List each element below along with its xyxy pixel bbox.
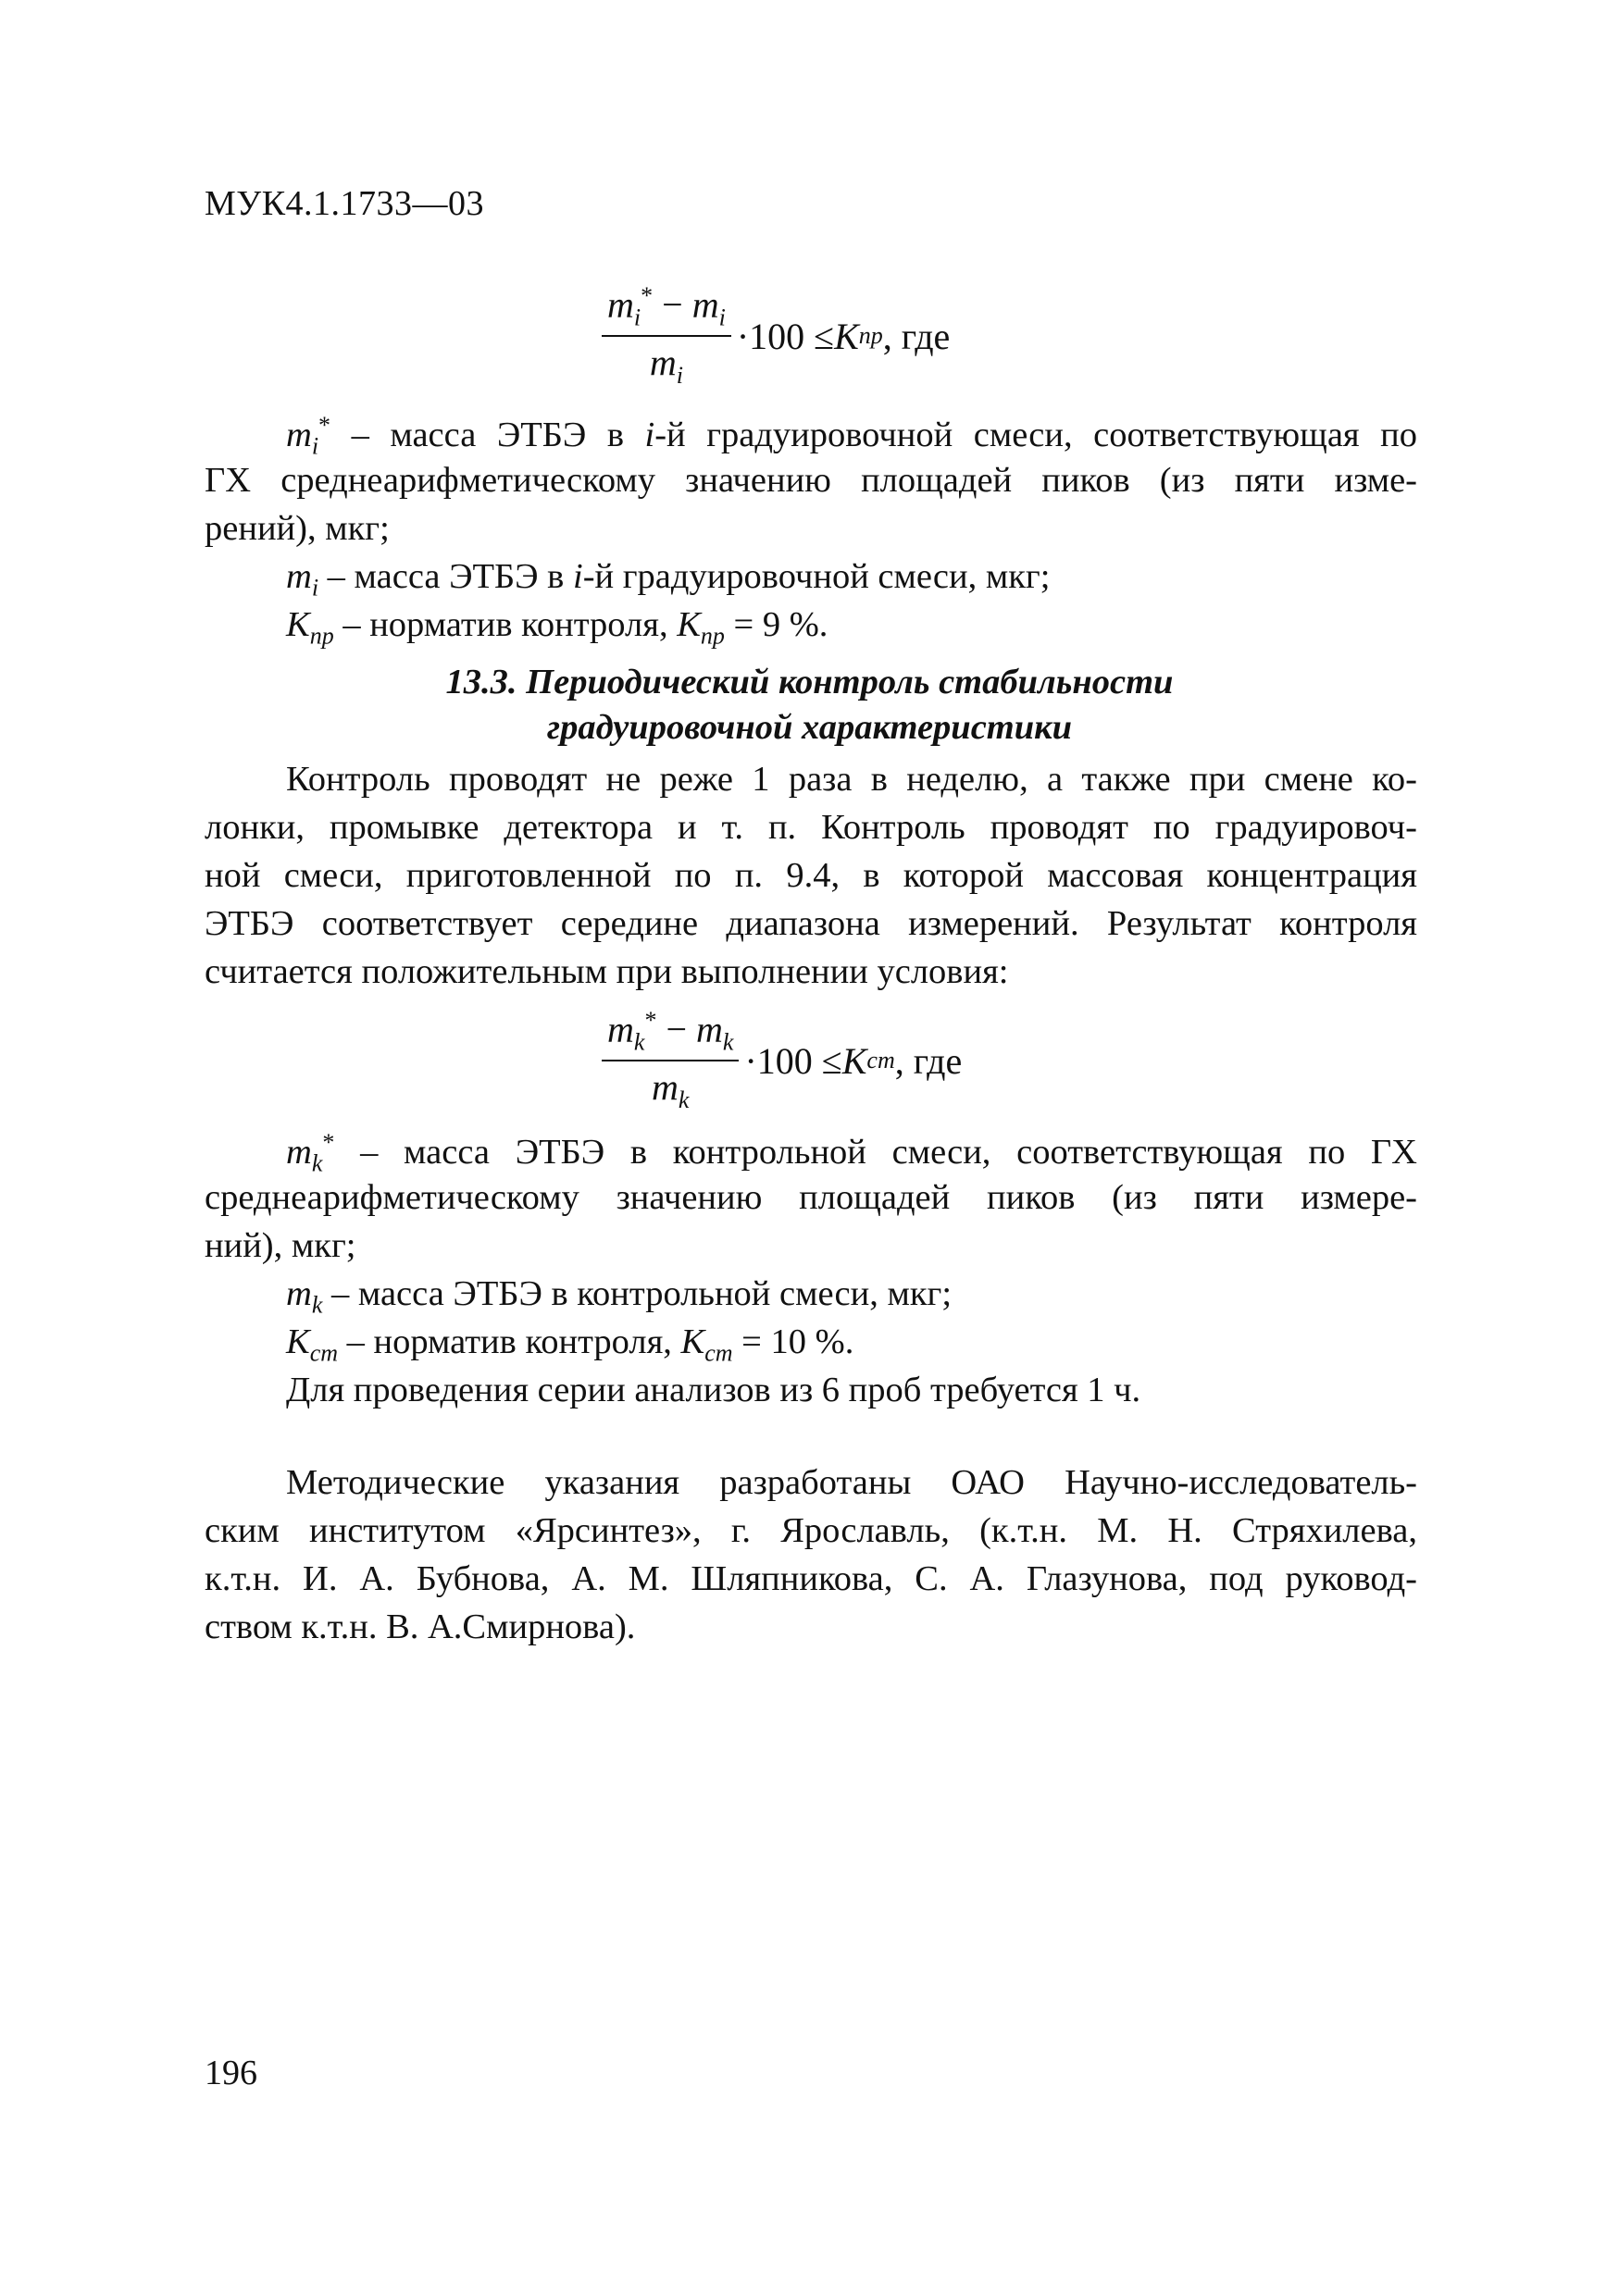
sub-np: np <box>309 622 334 650</box>
var-m: m <box>286 557 312 596</box>
var-i: i <box>644 415 655 454</box>
paragraph-text: Контроль проводят не реже 1 раза в неделю, а также при смене ко- <box>286 760 1417 799</box>
def-value: = 10 %. <box>732 1322 854 1361</box>
paragraph-line-1 <box>205 759 1417 800</box>
definition-mi-star-line3: рений), мкг; <box>205 509 390 548</box>
sub-i: i <box>633 304 641 331</box>
formula-numerator <box>602 1007 739 1061</box>
sup-star: * <box>641 282 654 309</box>
sub-k: k <box>678 1086 690 1114</box>
sub-i: i <box>311 574 319 602</box>
sub-k: k <box>311 1149 323 1177</box>
paragraph-line-5: считается положительным при выполнении условия: <box>205 952 1009 991</box>
formula-fraction <box>602 1007 739 1114</box>
def-text: – масса ЭТБЭ в <box>330 415 645 454</box>
var-m: m <box>649 341 677 384</box>
var-m: m <box>607 1008 634 1050</box>
sup-star: * <box>322 1129 335 1156</box>
var-m: m <box>286 1274 312 1313</box>
sub-i: i <box>718 304 726 331</box>
credits-line-4: ством к.т.н. В. А.Смирнова). <box>205 1607 636 1646</box>
credits-line-1 <box>205 1462 1417 1503</box>
var-k: K <box>834 315 859 357</box>
formula-calibration-check <box>602 282 950 390</box>
formula-fraction <box>602 282 731 390</box>
formula-denominator <box>652 1061 689 1114</box>
definition-knp <box>286 604 828 651</box>
def-text: – норматив контроля, <box>333 605 678 644</box>
var-m: m <box>286 415 312 454</box>
section-heading-line2: градуировочной характеристики <box>546 708 1073 747</box>
formula-tail: , где <box>882 315 951 357</box>
var-k: K <box>286 605 310 644</box>
sub-k: k <box>722 1028 734 1056</box>
var-k: K <box>841 1039 867 1082</box>
minus-sign: − <box>656 1008 696 1050</box>
paragraph-line-2: лонки, промывке детектора и т. п. Контроль проводят по градуировоч- <box>205 808 1417 847</box>
var-m: m <box>652 1066 679 1109</box>
credits-line-3: к.т.н. И. А. Бубнова, А. М. Шляпникова, С. А. Глазунова, под руковод- <box>205 1559 1417 1598</box>
var-k: K <box>286 1322 310 1361</box>
sup-star: * <box>644 1007 657 1034</box>
definition-mk <box>286 1273 952 1320</box>
minus-sign: − <box>653 283 692 326</box>
paragraph-line-4: ЭТБЭ соответствует середине диапазона измерений. Результат контроля <box>205 904 1417 943</box>
sub-cm: cm <box>309 1339 339 1367</box>
sub-i: i <box>311 432 319 460</box>
definition-kcm <box>286 1322 853 1368</box>
analysis-time-note: Для проведения серии анализов из 6 проб требуется 1 ч. <box>286 1371 1141 1409</box>
definition-mi <box>286 556 1050 602</box>
sub-np: np <box>700 622 725 650</box>
var-k: K <box>680 1322 705 1361</box>
sub-cm: cm <box>704 1339 733 1367</box>
formula-rhs: ·100 ≤ <box>736 315 835 357</box>
var-m: m <box>607 283 634 326</box>
sub-np: np <box>858 322 883 350</box>
var-k: K <box>677 605 701 644</box>
def-text: -й градуировочной смеси, мкг; <box>582 557 1051 596</box>
formula-numerator <box>602 282 731 337</box>
var-m: m <box>691 283 719 326</box>
formula-stability-check <box>602 1007 962 1114</box>
var-i: i <box>572 557 583 596</box>
definition-mi-star-line2: ГХ среднеарифметическому значению площадей пиков (из пяти изме- <box>205 461 1417 500</box>
definition-mk-star-line3: ний), мкг; <box>205 1226 356 1265</box>
var-m: m <box>286 1132 312 1172</box>
section-heading-line1: 13.3. Периодический контроль стабильности <box>445 663 1174 701</box>
sub-cm: cm <box>866 1047 895 1074</box>
formula-rhs: ·100 ≤ <box>744 1039 842 1082</box>
def-text: – норматив контроля, <box>338 1322 681 1361</box>
formula-denominator <box>650 337 683 390</box>
page-number: 196 <box>205 2054 257 2092</box>
definition-mk-star-line1 <box>205 1129 1417 1178</box>
sub-k: k <box>311 1291 323 1319</box>
paragraph-line-3: ной смеси, приготовленной по п. 9.4, в которой массовая концентрация <box>205 856 1417 895</box>
def-text: -й градуировочной смеси, соответствующая по <box>654 415 1417 454</box>
definition-mk-star-line2: среднеарифметическому значению площадей пиков (из пяти измере- <box>205 1178 1417 1217</box>
sub-i: i <box>676 362 683 390</box>
credits-line-2: ским институтом «Ярсинтез», г. Ярославль, (к.т.н. М. Н. Стряхилева, <box>205 1511 1417 1550</box>
sup-star: * <box>318 412 331 439</box>
var-m: m <box>696 1008 723 1050</box>
definition-mi-star-line1 <box>205 412 1417 461</box>
def-value: = 9 %. <box>724 605 828 644</box>
def-text: – масса ЭТБЭ в <box>318 557 573 596</box>
def-text: – масса ЭТБЭ в контрольной смеси, мкг; <box>322 1274 953 1313</box>
credits-text: Методические указания разработаны ОАО Научно-исследователь- <box>286 1463 1417 1502</box>
def-text: – масса ЭТБЭ в контрольной смеси, соответствующая по ГХ <box>334 1132 1417 1172</box>
document-code-header: МУК4.1.1733—03 <box>205 184 485 223</box>
formula-tail: , где <box>894 1039 963 1082</box>
sub-k: k <box>633 1028 645 1056</box>
